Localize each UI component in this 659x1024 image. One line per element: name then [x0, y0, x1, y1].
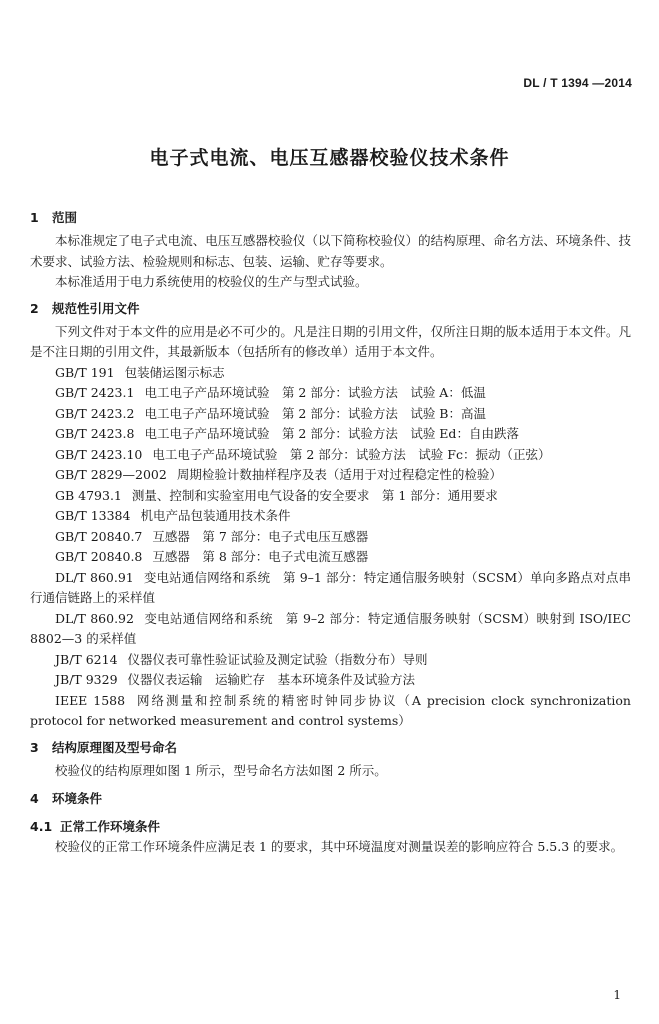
- reference-code: JB/T 6214: [55, 651, 118, 667]
- reference-item: [30, 670, 631, 691]
- subsection-number: 4.1: [30, 819, 53, 834]
- reference-code: GB 4793.1: [55, 487, 122, 503]
- section-title: 结构原理图及型号命名: [52, 739, 178, 755]
- reference-title: 机电产品包装通用技术条件: [140, 508, 291, 523]
- reference-title: 变电站通信网络和系统 第 9–1 部分：特定通信服务映射（SCSM）单向多路点对点串行通信链路上的采样值: [30, 569, 631, 605]
- reference-code: GB/T 20840.7: [55, 528, 143, 544]
- reference-item: [30, 691, 631, 732]
- document-body: [30, 208, 631, 858]
- reference-item: [30, 445, 631, 466]
- subsection-4-1-heading: [30, 817, 631, 837]
- reference-code: DL/T 860.92: [55, 610, 134, 626]
- reference-code: GB/T 2423.10: [55, 446, 143, 462]
- reference-code: GB/T 2423.8: [55, 426, 135, 441]
- reference-code: GB/T 191: [55, 364, 115, 380]
- section-3-heading: [30, 738, 631, 758]
- section-title: 范围: [52, 210, 78, 225]
- reference-title: 仪器仪表运输 运输贮存 基本环境条件及试验方法: [127, 672, 416, 687]
- section-4-heading: [30, 789, 631, 809]
- paragraph: 本标准规定了电子式电流、电压互感器校验仪（以下简称校验仪）的结构原理、命名方法、环境条件、技术要求、试验方法、检验规则和标志、包装、运输、贮存等要求。: [30, 233, 631, 269]
- reference-item: [30, 363, 631, 384]
- reference-item: [30, 424, 631, 445]
- paragraph: 校验仪的正常工作环境条件应满足表 1 的要求，其中环境温度对测量误差的影响应符合 5.5.3 的要求。: [55, 839, 624, 854]
- reference-title: 变电站通信网络和系统 第 9–2 部分：特定通信服务映射（SCSM）映射到 ISO/IEC 8802—3 的采样值: [30, 610, 631, 646]
- reference-item: [30, 650, 631, 671]
- reference-item: [30, 527, 631, 548]
- reference-title: 周期检验计数抽样程序及表（适用于对过程稳定性的检验）: [176, 467, 502, 482]
- reference-item: [30, 383, 631, 404]
- reference-title: 电工电子产品环境试验 第 2 部分：试验方法 试验 A：低温: [144, 385, 486, 400]
- reference-code: DL/T 860.91: [55, 569, 134, 585]
- section-number: 2: [30, 300, 39, 316]
- subsection-title: 正常工作环境条件: [60, 819, 161, 834]
- reference-title: 电工电子产品环境试验 第 2 部分：试验方法 试验 Ed：自由跌落: [144, 426, 519, 441]
- reference-code: IEEE 1588: [55, 692, 126, 708]
- reference-item: [30, 404, 631, 425]
- reference-title: 电工电子产品环境试验 第 2 部分：试验方法 试验 B：高温: [144, 405, 486, 421]
- reference-title: 网络测量和控制系统的精密时钟同步协议（A precision clock synchronization protocol for networked measurement and control systems）: [30, 692, 631, 728]
- reference-title: 电工电子产品环境试验 第 2 部分：试验方法 试验 Fc：振动（正弦）: [152, 446, 551, 462]
- section-title: 规范性引用文件: [52, 300, 140, 316]
- reference-code: GB/T 2423.2: [55, 405, 135, 421]
- reference-item: [30, 506, 631, 527]
- section-title: 环境条件: [52, 791, 103, 806]
- reference-title: 互感器 第 8 部分：电子式电流互感器: [152, 549, 369, 564]
- section-number: 3: [30, 739, 39, 755]
- reference-title: 仪器仪表可靠性验证试验及测定试验（指数分布）导则: [127, 651, 428, 667]
- section-1-heading: [30, 208, 631, 228]
- reference-item: [30, 609, 631, 650]
- standard-code: DL / T 1394 —2014: [523, 76, 632, 90]
- reference-title: 测量、控制和实验室用电气设备的安全要求 第 1 部分：通用要求: [131, 487, 498, 503]
- section-2-heading: [30, 299, 631, 319]
- paragraph: 下列文件对于本文件的应用是必不可少的。凡是注日期的引用文件，仅所注日期的版本适用于本文件。凡是不注日期的引用文件，其最新版本（包括所有的修改单）适用于本文件。: [30, 323, 631, 359]
- reference-code: GB/T 2829—2002: [55, 467, 167, 482]
- reference-code: GB/T 2423.1: [55, 385, 135, 400]
- reference-item: [30, 465, 631, 486]
- reference-code: GB/T 13384: [55, 508, 131, 523]
- document-title: 电子式电流、电压互感器校验仪技术条件: [149, 147, 510, 169]
- reference-item: [30, 547, 631, 568]
- reference-title: 互感器 第 7 部分：电子式电压互感器: [152, 528, 369, 544]
- paragraph: 校验仪的结构原理如图 1 所示，型号命名方法如图 2 所示。: [55, 762, 387, 778]
- page-number: 1: [613, 988, 621, 1002]
- section-number: 1: [30, 210, 39, 225]
- reference-item: [30, 486, 631, 507]
- reference-item: [30, 568, 631, 609]
- reference-code: GB/T 20840.8: [55, 549, 143, 564]
- reference-code: JB/T 9329: [55, 672, 118, 687]
- section-number: 4: [30, 791, 39, 806]
- paragraph: 本标准适用于电力系统使用的校验仪的生产与型式试验。: [55, 274, 368, 289]
- reference-title: 包装储运图示标志: [124, 364, 225, 380]
